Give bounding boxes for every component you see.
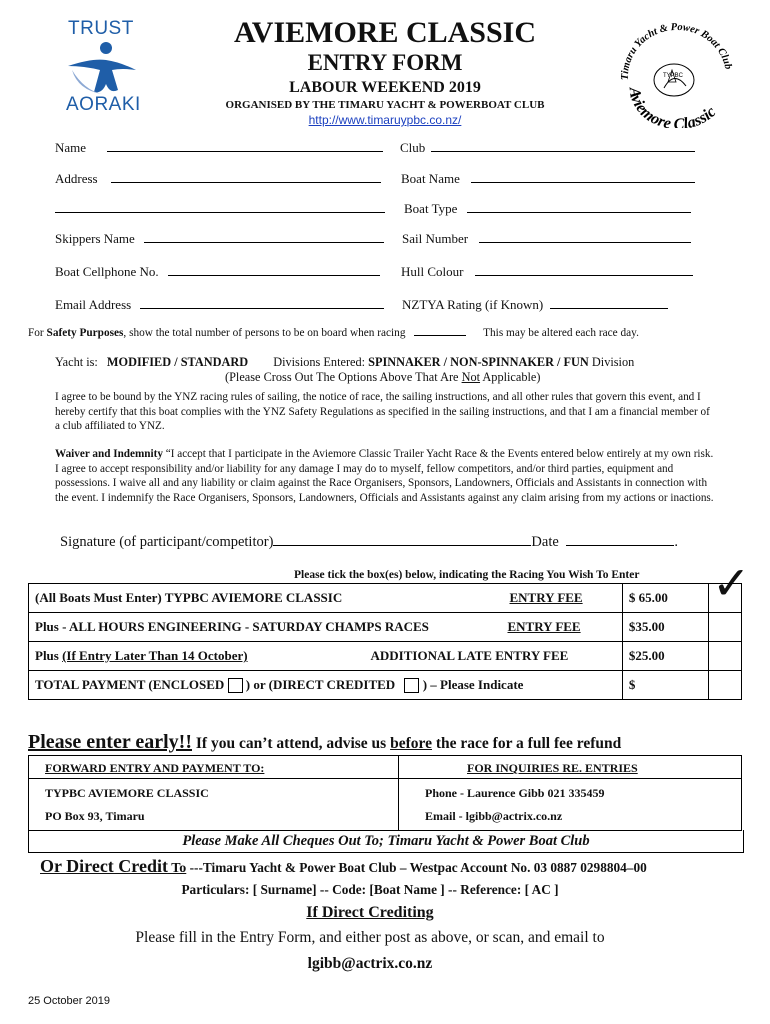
signature-label: Signature (of participant/competitor) <box>60 534 274 550</box>
early-text-pre: If you can’t attend, advise us <box>192 735 391 752</box>
signature-input[interactable] <box>273 545 531 546</box>
division-suffix: Division <box>591 355 635 369</box>
final-email[interactable]: lgibb@actrix.co.nz <box>307 955 433 972</box>
sail-number-field[interactable] <box>402 231 691 247</box>
row1-desc: (All Boats Must Enter) TYPBC AVIEMORE CLASSIC <box>35 590 343 605</box>
inquiries-email: Email - lgibb@actrix.co.nz <box>425 809 563 823</box>
note-post: Applicable) <box>480 370 541 384</box>
table-row <box>29 584 742 613</box>
total-part3: ) – Please Indicate <box>422 676 524 692</box>
signature-line <box>60 534 678 551</box>
tick-instruction: Please tick the box(es) below, indicating the Racing You Wish To Enter <box>294 569 640 581</box>
table-row <box>29 613 742 642</box>
total-part1: TOTAL PAYMENT (ENCLOSED <box>35 676 225 692</box>
table-row <box>29 642 742 671</box>
inquiries-phone: Phone - Laurence Gibb 021 335459 <box>425 786 605 800</box>
row1-fee-label: ENTRY FEE <box>509 590 583 605</box>
row1-amount: $ 65.00 <box>622 584 708 613</box>
waiver-text: “I accept that I participate in the Aviemore Classic Trailer Yacht Race & the Events entered below entirely at my own risk. I agree to accept responsibility and/or liability for any damage I may do to myself, fellow competitors, and/or third parties, equipment and possessions. I waive all and any liability or claim against the Race Organisers, Sponsors, Landowners, Officials and Assistants in connection with the event. I indemnify the Race Organisers, Sponsors, Landowners, Officials and Assistants against any claim arising from my actions or inactions. <box>55 448 714 504</box>
total-amount[interactable]: $ <box>622 671 708 700</box>
early-text-post: the race for a full fee refund <box>431 735 622 752</box>
direct-credit-line <box>40 856 647 877</box>
email-label: Email Address <box>55 297 132 312</box>
row3-prefix: Plus <box>35 648 63 663</box>
cheques-line: Please Make All Cheques Out To; Timaru Yacht & Power Boat Club <box>28 830 744 853</box>
row1-tick-box[interactable] <box>708 584 741 613</box>
boat-cellphone-field[interactable] <box>55 264 380 280</box>
inquiries-heading: FOR INQUIRIES RE. ENTRIES <box>467 761 638 775</box>
date-label: Date <box>531 534 559 550</box>
row2-tick-box[interactable] <box>708 613 741 642</box>
checkmark-icon: ✓ <box>712 556 751 610</box>
safety-prefix: For <box>28 327 47 339</box>
enclosed-checkbox[interactable] <box>228 678 243 693</box>
yacht-options[interactable]: MODIFIED / STANDARD <box>106 355 249 369</box>
address-line2-field[interactable] <box>55 201 385 217</box>
organiser-line: ORGANISED BY THE TIMARU YACHT & POWERBOAT CLUB <box>225 99 545 111</box>
fees-table <box>28 583 742 700</box>
direct-credit-big: Or Direct Credit <box>40 856 168 876</box>
row3-amount: $25.00 <box>622 642 708 671</box>
yacht-line <box>55 355 634 370</box>
table-row <box>29 671 742 700</box>
boat-type-field[interactable] <box>404 201 691 217</box>
row3-tick-box[interactable] <box>708 642 741 671</box>
direct-text: ---Timaru Yacht & Power Boat Club – Westpac Account No. 03 0887 0298804–00 <box>186 860 647 875</box>
email-field[interactable] <box>55 297 384 313</box>
page-subtitle: ENTRY FORM <box>307 50 463 75</box>
agreement-text: I agree to be bound by the YNZ racing rules of sailing, the notice of race, the sailing instructions, and all other rules that govern this event, and I hereby certify that this boat complies with the YNZ Safety Regulations as specified in the sailing instructions, and that I am a financial member of a club affiliated to YNZ. <box>55 391 710 432</box>
address-field[interactable] <box>55 171 381 187</box>
early-text-underlined: before <box>390 735 432 752</box>
skippers-name-label: Skippers Name <box>55 231 135 246</box>
waiver-title: Waiver and Indemnity <box>55 448 163 460</box>
nztya-label: NZTYA Rating (if Known) <box>402 297 544 312</box>
footer-date: 25 October 2019 <box>28 995 110 1007</box>
persons-on-board-input[interactable] <box>414 335 466 336</box>
sail-number-label: Sail Number <box>402 231 469 246</box>
seal-bottom-text: Aviemore Classic <box>625 86 720 128</box>
signature-end: . <box>674 534 679 550</box>
row2-fee-label: ENTRY FEE <box>507 619 581 634</box>
row3-desc: (If Entry Later Than 14 October) <box>62 648 248 663</box>
safety-line <box>28 327 639 339</box>
seal-center: TYPBC <box>663 73 684 79</box>
page-title: AVIEMORE CLASSIC <box>233 16 537 49</box>
particulars-line: Particulars: [ Surname] -- Code: [Boat Name ] -- Reference: [ AC ] <box>181 882 559 897</box>
event-name: LABOUR WEEKEND 2019 <box>289 79 481 96</box>
cross-out-note <box>225 370 540 385</box>
total-part2: ) or (DIRECT CREDITED <box>245 676 396 692</box>
safety-note: This may be altered each race day. <box>483 327 639 339</box>
skippers-name-field[interactable] <box>55 231 384 247</box>
row2-amount: $35.00 <box>622 613 708 642</box>
direct-to: To <box>167 861 187 876</box>
forward-heading: FORWARD ENTRY AND PAYMENT TO: <box>45 761 265 775</box>
contact-box <box>28 755 742 831</box>
name-label: Name <box>55 140 87 155</box>
waiver-paragraph <box>55 447 715 505</box>
club-url-link[interactable]: http://www.timaruypbc.co.nz/ <box>308 113 462 127</box>
row3-fee-label: ADDITIONAL LATE ENTRY FEE <box>370 648 569 663</box>
row4-tick-box <box>708 671 741 700</box>
seal-top-text: Timaru Yacht & Power Boat Club <box>619 21 734 81</box>
forward-line2: PO Box 93, Timaru <box>45 809 145 823</box>
boat-name-field[interactable] <box>401 171 695 187</box>
boat-name-label: Boat Name <box>401 171 460 186</box>
division-options[interactable]: SPINNAKER / NON-SPINNAKER / FUN <box>368 355 589 369</box>
safety-text: , show the total number of persons to be on board when racing <box>123 327 406 339</box>
club-label: Club <box>400 140 426 155</box>
yacht-label: Yacht is: <box>55 355 98 369</box>
date-input[interactable] <box>566 545 674 546</box>
direct-credited-checkbox[interactable] <box>404 678 419 693</box>
boat-cellphone-label: Boat Cellphone No. <box>55 264 159 279</box>
boat-type-label: Boat Type <box>404 201 458 216</box>
forward-line1: TYPBC AVIEMORE CLASSIC <box>45 786 209 800</box>
enter-early-line <box>28 731 621 754</box>
if-direct-heading: If Direct Crediting <box>306 904 434 921</box>
note-underlined: Not <box>461 370 481 384</box>
nztya-rating-field[interactable] <box>402 297 668 313</box>
logo-line2: AORAKI <box>66 94 141 115</box>
note-pre: (Please Cross Out The Options Above That Are <box>225 370 462 384</box>
divisions-label: Divisions Entered: <box>273 355 366 369</box>
hull-colour-field[interactable] <box>401 264 693 280</box>
hull-colour-label: Hull Colour <box>401 264 464 279</box>
logo-line1: TRUST <box>68 18 134 39</box>
address-label: Address <box>55 171 98 186</box>
row2-desc: Plus - ALL HOURS ENGINEERING - SATURDAY CHAMPS RACES <box>35 619 429 634</box>
club-field[interactable] <box>400 140 695 156</box>
enter-early-big: Please enter early!! <box>28 731 192 753</box>
agreement-paragraph <box>55 390 715 434</box>
please-fill-line: Please fill in the Entry Form, and either post as above, or scan, and email to <box>135 929 605 946</box>
name-field[interactable] <box>55 140 383 156</box>
safety-bold: Safety Purposes <box>46 327 124 339</box>
